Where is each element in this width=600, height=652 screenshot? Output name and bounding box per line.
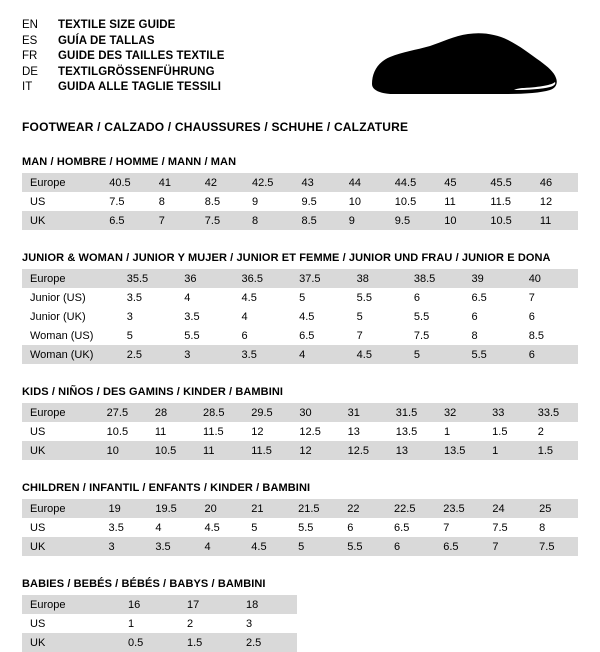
size-section-kids [22,386,578,460]
row-label: US [30,617,46,630]
size-cell: 8 [158,195,165,208]
row-label: Woman (US) [30,329,94,342]
size-section-man [22,156,578,230]
language-title: TEXTILE SIZE GUIDE [58,19,176,31]
size-cell: 22.5 [386,499,435,518]
size-cell: 7.5 [531,537,578,556]
size-table [22,499,578,556]
size-cell: 11 [532,211,578,230]
size-cell: 6.5 [471,291,487,304]
size-cell: 7 [528,291,535,304]
size-cell: 5 [356,310,363,323]
size-cell: 3 [126,310,133,323]
table-row [22,307,578,326]
size-cell: 11 [444,195,456,208]
language-row [22,49,225,65]
size-cell: 5.5 [184,329,200,342]
language-title: GUIDA ALLE TAGLIE TESSILI [58,81,222,93]
size-cell: 2 [187,617,194,630]
size-cell: 13.5 [395,425,418,438]
size-table [22,173,578,230]
language-row [22,65,225,81]
size-cell: 10 [348,195,361,208]
language-row [22,80,225,96]
size-cell: 46 [532,173,578,192]
size-cell: 4 [155,521,162,534]
size-cell: 1.5 [492,425,508,438]
size-cell: 6 [528,310,535,323]
language-code: EN [22,19,38,31]
size-cell: 3.5 [234,345,292,364]
size-cell: 6 [471,310,478,323]
size-cell: 25 [531,499,578,518]
row-label: UK [22,211,101,230]
language-row [22,34,225,50]
size-table [22,595,297,652]
size-cell: 1 [128,617,135,630]
size-cell: 11 [195,441,243,460]
size-cell: 30 [291,403,339,422]
size-cell: 40.5 [101,173,150,192]
size-cell: 11 [154,425,167,438]
size-cell: 43 [293,173,340,192]
size-cell: 7.5 [197,211,244,230]
size-cell: 33.5 [530,403,578,422]
size-cell: 13 [347,425,360,438]
size-cell: 18 [238,595,297,614]
size-cell: 21.5 [290,499,339,518]
size-cell: 23.5 [435,499,484,518]
size-cell: 1.5 [530,441,578,460]
size-cell: 6 [241,329,248,342]
size-cell: 5.5 [463,345,520,364]
size-cell: 10.5 [147,441,195,460]
section-title: KIDS / NIÑOS / DES GAMINS / KINDER / BAMBINI [22,386,284,398]
size-cell: 6 [521,345,578,364]
size-cell: 5.5 [413,310,430,323]
size-cell: 5.5 [356,291,372,304]
size-cell: 16 [120,595,179,614]
size-cell: 19 [101,499,148,518]
size-cell: 6.5 [101,211,150,230]
language-title: GUÍA DE TALLAS [58,34,155,47]
size-cell: 19.5 [147,499,196,518]
size-cell: 4 [197,537,244,556]
size-cell: 44 [341,173,387,192]
size-cell: 5 [251,521,258,534]
size-cell: 7 [356,329,363,342]
size-section-babies [22,578,578,652]
size-cell: 10.5 [394,195,417,208]
row-label: Europe [22,269,119,288]
size-cell: 13 [388,441,436,460]
section-title: BABIES / BEBÉS / BÉBÉS / BABYS / BAMBINI [22,578,266,590]
row-label: Woman (UK) [22,345,119,364]
size-cell: 4 [241,310,248,323]
size-cell: 21 [243,499,290,518]
row-label: US [30,195,46,208]
size-cell: 5 [126,329,133,342]
size-cell: 4.5 [241,291,257,304]
size-cell: 3.5 [126,291,143,304]
table-row [22,173,578,192]
table-row [22,345,578,364]
size-cell: 7.5 [109,195,125,208]
size-cell: 7.5 [492,521,508,534]
size-cell: 35.5 [119,269,177,288]
size-cell: 12 [291,441,339,460]
size-cell: 22 [339,499,386,518]
size-cell: 12 [539,195,553,208]
table-row [22,422,578,441]
size-cell: 6.5 [299,329,315,342]
header [22,18,578,108]
size-cell: 3 [101,537,148,556]
size-cell: 31 [340,403,388,422]
language-title: TEXTILGRÖSSENFÜHRUNG [58,65,215,78]
table-row [22,441,578,460]
table-row [22,518,578,537]
size-cell: 9.5 [301,195,317,208]
size-cell: 37.5 [291,269,349,288]
size-cell: 9 [252,195,259,208]
row-label: UK [22,441,99,460]
row-label: Junior (US) [30,291,86,304]
table-row [22,499,578,518]
language-title-rows [22,18,225,96]
size-cell: 8 [244,211,293,230]
section-title: JUNIOR & WOMAN / JUNIOR Y MUJER / JUNIOR ET FEMME / JUNIOR UND FRAU / JUNIOR E DONA [22,252,551,264]
language-code: ES [22,34,38,47]
row-label: Junior (UK) [30,310,86,323]
size-sections [22,156,578,652]
size-cell: 4 [184,291,191,304]
size-cell: 9 [341,211,387,230]
size-cell: 5.5 [298,521,314,534]
size-cell: 3.5 [108,521,124,534]
size-cell: 2 [537,425,544,438]
language-code: DE [22,65,38,78]
table-row [22,192,578,211]
size-cell: 6 [347,521,354,534]
size-cell: 24 [484,499,531,518]
size-cell: 6 [413,291,421,304]
row-label: UK [22,537,101,556]
size-cell: 38.5 [406,269,464,288]
table-row [22,614,297,633]
size-cell: 12.5 [340,441,388,460]
size-cell: 3 [246,617,253,630]
size-cell: 12 [251,425,264,438]
size-cell: 11.5 [243,441,291,460]
size-cell: 1 [484,441,530,460]
size-cell: 8 [471,329,478,342]
size-cell: 6 [386,537,435,556]
size-cell: 33 [484,403,530,422]
size-cell: 10 [436,211,482,230]
row-label: Europe [22,403,99,422]
size-cell: 39 [463,269,520,288]
size-cell: 10 [99,441,147,460]
size-cell: 7.5 [413,329,430,342]
size-cell: 31.5 [388,403,436,422]
size-cell: 20 [197,499,244,518]
size-cell: 1 [443,425,451,438]
size-cell: 32 [436,403,484,422]
size-cell: 13.5 [436,441,484,460]
size-cell: 29.5 [243,403,291,422]
size-cell: 0.5 [120,633,179,652]
size-cell: 28 [147,403,195,422]
size-cell: 5.5 [339,537,386,556]
size-section-children [22,482,578,556]
language-titles [22,18,225,96]
size-cell: 10.5 [482,211,531,230]
size-cell: 40 [521,269,578,288]
table-row [22,403,578,422]
size-cell: 12.5 [299,425,321,438]
size-cell: 27.5 [99,403,147,422]
size-cell: 4.5 [243,537,290,556]
table-row [22,288,578,307]
language-title: GUIDE DES TAILLES TEXTILE [58,50,225,62]
size-cell: 3.5 [147,537,196,556]
table-row [22,269,578,288]
size-cell: 7 [151,211,197,230]
language-row [22,18,225,34]
size-cell: 5 [406,345,464,364]
size-cell: 11.5 [490,195,511,208]
language-code: FR [22,50,38,62]
table-row [22,326,578,345]
size-cell: 6.5 [394,521,410,534]
size-table [22,403,578,460]
size-cell: 2.5 [119,345,177,364]
size-cell: 6.5 [435,537,484,556]
table-row [22,537,578,556]
size-cell: 36 [176,269,233,288]
size-cell: 36.5 [234,269,292,288]
size-cell: 28.5 [195,403,243,422]
row-label: Europe [22,595,120,614]
row-label: UK [22,633,120,652]
row-label: US [30,521,46,534]
language-code: IT [22,81,33,93]
size-cell: 3.5 [184,310,200,323]
size-cell: 1.5 [179,633,238,652]
size-cell: 44.5 [387,173,436,192]
size-cell: 8.5 [528,329,544,342]
size-section-junior [22,252,578,364]
size-cell: 4 [291,345,349,364]
section-title: CHILDREN / INFANTIL / ENFANTS / KINDER / BAMBINI [22,482,311,494]
size-cell: 17 [179,595,238,614]
size-cell: 8 [539,521,546,534]
size-cell: 45.5 [482,173,531,192]
table-row [22,595,297,614]
size-cell: 3 [176,345,233,364]
table-row [22,633,297,652]
size-cell: 38 [349,269,406,288]
size-cell: 42 [197,173,244,192]
size-cell: 11.5 [203,425,224,438]
size-cell: 10.5 [106,425,129,438]
size-cell: 7 [443,521,450,534]
size-cell: 8.5 [293,211,340,230]
size-cell: 41 [151,173,197,192]
section-title: MAN / HOMBRE / HOMME / MANN / MAN [22,156,237,168]
size-cell: 9.5 [387,211,436,230]
dress-shoe-icon [364,28,564,108]
size-cell: 7 [484,537,531,556]
size-cell: 4.5 [204,521,220,534]
category-line: FOOTWEAR / CALZADO / CHAUSSURES / SCHUHE / CALZATURE [22,120,409,134]
size-cell: 4.5 [349,345,406,364]
size-cell: 42.5 [244,173,293,192]
size-cell: 2.5 [238,633,297,652]
size-cell: 5 [299,291,306,304]
size-table [22,269,578,364]
row-label: Europe [22,173,101,192]
size-cell: 45 [436,173,482,192]
size-cell: 4.5 [299,310,315,323]
row-label: US [30,425,46,438]
row-label: Europe [22,499,101,518]
size-cell: 5 [290,537,339,556]
size-cell: 8.5 [204,195,221,208]
table-row [22,211,578,230]
